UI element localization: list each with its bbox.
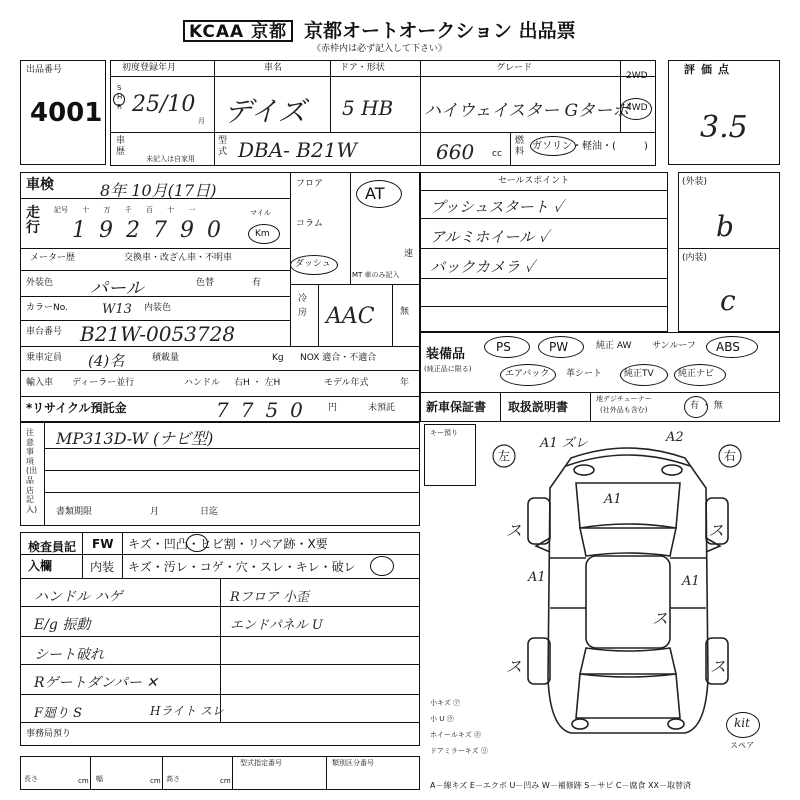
rule <box>214 60 215 166</box>
interior-label: (内装) <box>682 253 708 263</box>
fw-items: キズ・凹凸・ヒビ割・リペア跡・X要 <box>128 537 328 551</box>
rule <box>110 132 656 133</box>
spare-label: スペア <box>730 741 754 750</box>
rule <box>162 756 163 790</box>
legend-2: 小 U ㋒ <box>430 715 454 723</box>
shaken-value: 8年 10月(17日) <box>100 181 217 200</box>
opt-2wd: 2WD <box>626 71 648 81</box>
capacity-value: (4)名 <box>88 352 125 370</box>
rule <box>350 172 351 284</box>
mt-note: MT 車のみ記入 <box>352 271 400 279</box>
chassis-label: 車台番号 <box>26 327 63 337</box>
floor-label: フロア <box>296 179 324 189</box>
fuel-label: 燃料 <box>515 136 525 157</box>
rule <box>290 284 420 285</box>
equipment-label: 装備品 <box>426 347 466 362</box>
equip-airbag: エアバック <box>505 369 550 379</box>
meter-options: 交換車・改ざん車・不明車 <box>124 253 233 263</box>
rule <box>330 60 331 132</box>
rule <box>44 470 420 471</box>
car-body-outline <box>548 448 708 733</box>
dealer-label: ディーラー並行 <box>72 378 135 388</box>
fuel-options: ガソリン・軽油・( <box>532 141 616 152</box>
recycle-status: 未預託 <box>368 403 396 413</box>
key-label: キー預り <box>430 429 458 437</box>
car-damage-diagram <box>476 428 780 758</box>
grade-value: ハイウェイスター Gターボ <box>424 101 630 121</box>
door-value: 5 HB <box>342 96 394 120</box>
color-value: パール <box>90 278 144 299</box>
repaint-value: 有 <box>252 278 262 288</box>
recycle-label: *リサイクル預託金 <box>26 401 127 415</box>
digital-value: 有 ・ 無 <box>690 401 723 411</box>
legend-4: ドアミラーキズ ㋷ <box>430 747 488 755</box>
mark-s-mirror: ス <box>652 609 669 628</box>
wheel-front-left <box>528 498 550 544</box>
model-value: DBA- B21W <box>238 138 357 162</box>
rule <box>420 60 421 166</box>
notes-label: 注意事項(出品店記入) <box>26 428 38 514</box>
inspect-note-1: ハンドル ハゲ <box>34 589 123 605</box>
inspect-note-7: F廻り S <box>34 706 83 721</box>
warranty-label: 新車保証書 <box>426 400 487 414</box>
equip-tv: 純正TV <box>624 369 654 379</box>
score-label: 評価点 <box>684 63 735 76</box>
dent-circle <box>186 534 208 552</box>
rule <box>232 756 233 790</box>
km-unit: Km <box>255 229 270 239</box>
kit-label: kit <box>734 716 750 730</box>
legend-1: 小キズ ㋐ <box>430 699 461 707</box>
equip-navi: 純正ナビ <box>678 369 715 379</box>
rule <box>590 392 591 422</box>
interior-inspect-label: 内装 <box>90 560 115 574</box>
door-label: ドア・形状 <box>340 63 385 73</box>
history-label: 車歴 <box>116 136 126 157</box>
height-unit: cm <box>220 777 231 785</box>
rule <box>20 396 420 397</box>
rule <box>420 248 668 249</box>
opt-4wd: 4WD <box>626 103 648 113</box>
car-name-value: デイズ <box>224 95 306 128</box>
right-side-label: 右 <box>724 449 737 463</box>
shaken-label: 車検 <box>26 177 54 193</box>
trans-value: AT <box>365 184 385 203</box>
rule <box>20 554 420 555</box>
mark-s-fr: ス <box>708 521 725 540</box>
width-label: 幅 <box>96 775 103 783</box>
interior-value: c <box>720 284 736 317</box>
era-marks: S H R <box>117 84 123 111</box>
color-no-value: W13 <box>102 302 132 317</box>
equip-pw: PW <box>549 340 569 354</box>
era-circle <box>113 93 125 106</box>
inspect-note-4: エンドパネル U <box>230 618 323 633</box>
mark-a1-left: A1 <box>528 570 546 585</box>
mark-a2: A2 <box>666 430 684 445</box>
displacement-value: 660 <box>436 140 475 164</box>
column-label: コラム <box>296 219 323 229</box>
load-unit: Kg <box>272 353 284 363</box>
fuel-close: ) <box>644 141 648 152</box>
rule <box>20 248 290 249</box>
rule <box>20 320 290 321</box>
equipment-note: (純正品に限る) <box>424 365 472 373</box>
rule <box>20 722 420 723</box>
width-unit: cm <box>150 777 161 785</box>
equip-leather: 革シート <box>566 369 603 379</box>
import-label: 輸入車 <box>26 378 54 388</box>
grade-label: グレード <box>496 63 533 73</box>
lot-number: 4001 <box>30 98 103 128</box>
left-side-label: 左 <box>498 449 511 463</box>
chassis-value: B21W-0053728 <box>80 322 236 346</box>
rule <box>44 422 45 526</box>
aircon-value: AAC <box>326 304 375 329</box>
nox-label: NOX 適合・不適合 <box>300 353 377 363</box>
inspect-note-5: シート破れ <box>34 647 104 663</box>
damage-code-legend: A－線キズ E－エクボ U－凹み W－補修跡 S－サビ C－腐食 XX－取替済 <box>430 781 692 790</box>
legend-3: ホイールキズ ㋭ <box>430 731 481 739</box>
rule <box>290 172 291 346</box>
aircon-label: 冷房 <box>298 294 308 319</box>
rule <box>82 532 83 578</box>
rule <box>500 392 501 422</box>
equip-abs: ABS <box>716 340 740 354</box>
rule <box>326 756 327 790</box>
length-unit: cm <box>78 777 89 785</box>
equip-ps: PS <box>496 340 511 354</box>
inspect-note-6: Rゲートダンパー ✕ <box>34 675 158 691</box>
rule <box>420 218 668 219</box>
rule <box>20 370 420 371</box>
sales-point-2: アルミホイール ✓ <box>430 228 549 246</box>
equip-sunroof: サンルーフ <box>652 341 696 351</box>
category-label: 類別区分番号 <box>332 759 374 767</box>
lot-label: 出品番号 <box>26 65 63 75</box>
deadline-month: 月 <box>150 507 160 517</box>
dash-label: ダッシュ <box>295 259 331 269</box>
rule <box>20 296 290 297</box>
mark-a1-right: A1 <box>682 574 700 589</box>
rule <box>110 76 656 77</box>
first-reg-label: 初度登録年月 <box>122 63 177 73</box>
load-label: 積載量 <box>152 353 180 363</box>
inspector-label: 検査員記入欄 <box>28 540 77 574</box>
rule <box>420 190 668 191</box>
rule <box>420 278 668 279</box>
tear-circle <box>370 556 394 576</box>
rule <box>44 492 420 493</box>
length-label: 長さ <box>24 775 38 783</box>
model-label: 型式 <box>218 136 228 157</box>
score-value: 3.5 <box>700 110 748 145</box>
inspect-note-2: Rフロア 小歪 <box>230 590 309 605</box>
manual-label: 取扱説明書 <box>508 400 569 414</box>
deadline-day: 日迄 <box>200 507 219 517</box>
mileage-label: 走行 <box>26 205 40 237</box>
gasoline-circle <box>530 136 576 156</box>
notes-line-1: MP313D-W (ナビ型) <box>56 429 214 448</box>
interior-inspect-items: キズ・汚レ・コゲ・穴・スレ・キレ・破レ <box>128 560 356 574</box>
rule <box>420 392 780 393</box>
meter-label: メーター歴 <box>30 253 76 263</box>
mileage-digit-labels: 記号 十 万 千 百 十 一 <box>54 206 196 214</box>
wheel-rear-left <box>528 638 550 684</box>
mark-s-rl: ス <box>506 657 523 676</box>
repaint-label: 色替 <box>196 278 215 288</box>
mark-s-rr: ス <box>710 657 727 676</box>
interior-color-label: 内装色 <box>144 303 172 313</box>
mark-a1-roof: A1 <box>604 492 622 507</box>
color-no-label: カラーNo. <box>26 303 68 313</box>
model-year-unit: 年 <box>400 378 410 388</box>
kcaa-logo: KCAA 京都 <box>183 20 293 42</box>
fw-label: FW <box>92 537 114 551</box>
rule <box>20 270 290 271</box>
sales-point-3: バックカメラ ✓ <box>430 258 535 276</box>
rule <box>678 248 780 249</box>
digital-label: 地デジチューナー <box>596 395 652 403</box>
rule <box>510 132 511 166</box>
designation-label: 型式指定番号 <box>240 759 282 767</box>
exterior-value: b <box>716 210 734 243</box>
month-unit: 月 <box>198 117 205 125</box>
rule <box>90 756 91 790</box>
mile-unit-label: マイル <box>250 209 271 217</box>
inspect-note-3: E/g 振動 <box>34 617 91 633</box>
form-title: 京都オートオークション 出品票 <box>304 20 576 42</box>
rule <box>20 346 420 347</box>
handle-side: 右H ・ 左H <box>234 378 281 388</box>
mark-s-fl: ス <box>506 521 523 540</box>
rule <box>420 306 668 307</box>
sales-points-label: セールスポイント <box>498 176 570 186</box>
recycle-unit: 円 <box>328 403 338 413</box>
height-label: 高さ <box>166 775 180 783</box>
car-name-label: 車名 <box>264 63 283 73</box>
displacement-unit: cc <box>492 149 502 159</box>
digital-note: (社外品も含む) <box>600 406 648 414</box>
capacity-label: 乗車定員 <box>26 353 63 363</box>
rule <box>392 284 393 346</box>
equip-aw: 純正 AW <box>596 341 632 351</box>
inspect-note-8: Hライト スレ <box>150 704 224 718</box>
model-year-label: モデル年式 <box>324 378 369 388</box>
rule <box>122 532 123 578</box>
first-reg-value: 25/10 <box>132 92 196 117</box>
exterior-label: (外装) <box>682 177 708 187</box>
mileage-value: 192790 <box>72 218 234 243</box>
form-note: 《赤枠内は必ず記入して下さい》 <box>312 44 448 54</box>
history-note: 未記入は自家用 <box>146 155 195 163</box>
sales-point-1: プッシュスタート ✓ <box>430 198 564 216</box>
mark-a1-zure: A1 ズレ <box>540 436 588 451</box>
handle-label: ハンドル <box>184 378 221 388</box>
rule <box>220 578 221 722</box>
rule <box>318 284 319 346</box>
aircon-none: 無 <box>400 307 410 317</box>
speed-label: 速 <box>404 249 414 259</box>
deadline-label: 書類期限 <box>56 507 93 517</box>
office-label: 事務局預り <box>26 729 72 739</box>
color-label: 外装色 <box>26 278 54 288</box>
recycle-value: 7750 <box>216 398 315 422</box>
